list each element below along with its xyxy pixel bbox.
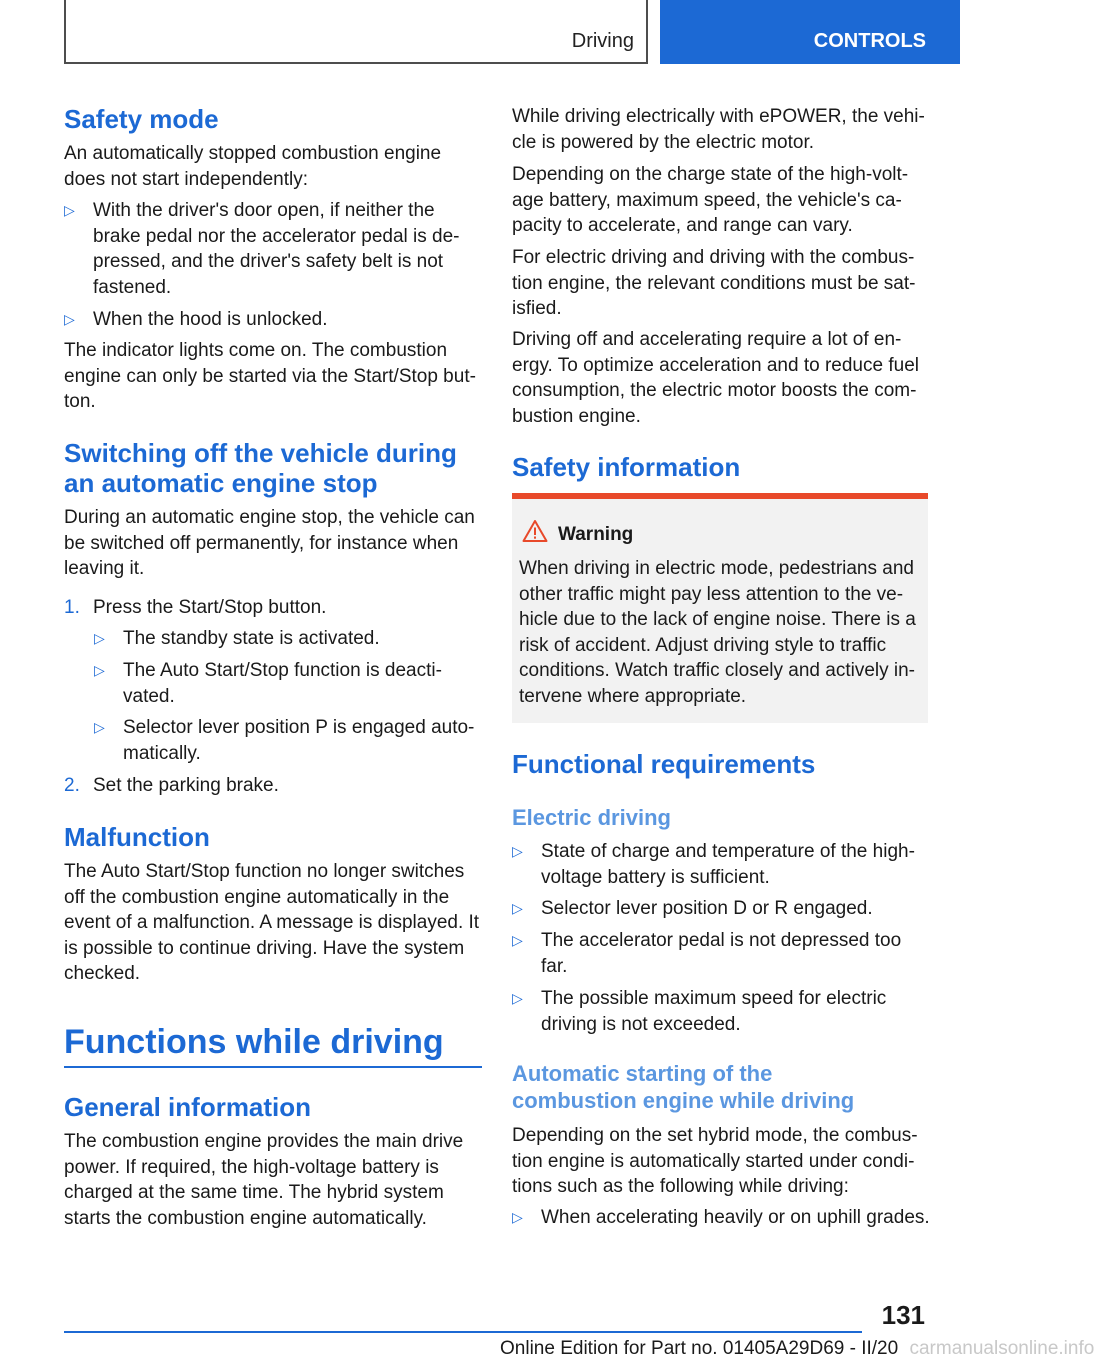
safety-mode-intro (64, 141, 482, 192)
warning-triangle-icon (522, 519, 548, 543)
bullet-triangle-icon: ▷ (512, 990, 523, 1006)
step-number: 2. (64, 775, 80, 796)
heading-automatic-starting (512, 1060, 854, 1114)
edition-text: Online Edition for Part no. 01405A29D69 - II/20 (500, 1338, 899, 1359)
heading-safety-information: Safety information (512, 452, 741, 482)
text-line: event of a malfunction. A message is displayed. It (64, 912, 480, 933)
warning-box (512, 493, 928, 723)
heading-line: Automatic starting of the (512, 1061, 773, 1086)
section-divider (64, 1066, 482, 1068)
paragraph (512, 245, 928, 322)
text-line: With the driver's door open, if neither the (93, 200, 435, 221)
text-line: far. (541, 955, 568, 977)
text-line: power. If required, the high-voltage battery is (64, 1156, 439, 1178)
safety-mode-after (64, 338, 482, 415)
text-line: conditions. Watch traffic closely and actively in- (519, 660, 916, 681)
text-line: Selector lever position D or R engaged. (541, 898, 873, 919)
text-line: checked. (64, 963, 141, 984)
heading-functional-requirements: Functional requirements (512, 749, 816, 779)
switching-off-intro (64, 505, 482, 582)
text-line: Set the parking brake. (93, 775, 279, 796)
text-line: ton. (64, 391, 96, 412)
bullet-triangle-icon: ▷ (512, 843, 523, 859)
text-line: engine can only be started via the Start/Stop but- (64, 365, 476, 387)
text-line: When driving in electric mode, pedestrians and (519, 558, 914, 579)
text-line: consumption, the electric motor boosts the com- (512, 380, 917, 401)
text-line: pacity to accelerate, and range can vary. (512, 215, 853, 236)
text-line: starts the combustion engine automatically. (64, 1207, 427, 1229)
header-chapter-label: CONTROLS (813, 30, 926, 52)
heading-line: Switching off the vehicle during (64, 438, 457, 468)
text-line: The Auto Start/Stop function no longer switches (64, 861, 465, 882)
text-line: matically. (123, 742, 201, 764)
bullet-triangle-icon: ▷ (64, 311, 75, 327)
text-line: tions such as the following while driving: (512, 1176, 849, 1197)
text-line: hicle due to the lack of engine noise. There is a (519, 609, 916, 630)
text-line: When the hood is unlocked. (93, 309, 328, 330)
text-line: driving is not exceeded. (541, 1013, 741, 1035)
text-line: When accelerating heavily or on uphill grades. (541, 1207, 930, 1228)
footer-divider (64, 1331, 862, 1333)
footer-edition (500, 1338, 1094, 1360)
bullet-triangle-icon: ▷ (64, 202, 75, 218)
list-item (512, 986, 928, 1037)
text-line: Selector lever position P is engaged auto- (123, 717, 475, 738)
list-item (94, 715, 511, 766)
text-line: The standby state is activated. (123, 628, 380, 649)
malfunction-text (64, 859, 482, 987)
heading-functions-while-driving: Functions while driving (64, 1023, 444, 1061)
text-line: Depending on the charge state of the high-volt- (512, 164, 909, 185)
text-line: While driving electrically with ePOWER, the vehi- (512, 106, 925, 127)
bullet-triangle-icon: ▷ (512, 900, 523, 916)
text-line: Depending on the set hybrid mode, the combus- (512, 1125, 918, 1146)
text-line: The indicator lights come on. The combustion (64, 340, 448, 361)
paragraph (512, 104, 928, 155)
list-item (64, 307, 482, 333)
text-line: The Auto Start/Stop function is deacti- (123, 660, 442, 681)
text-line: bustion engine. (512, 405, 641, 427)
text-line: risk of accident. Adjust driving style to traffic (519, 634, 887, 656)
text-line: leaving it. (64, 558, 145, 579)
heading-safety-mode: Safety mode (64, 104, 219, 134)
bullet-triangle-icon: ▷ (512, 1209, 523, 1225)
page-number: 131 (881, 1300, 925, 1330)
bullet-triangle-icon: ▷ (512, 932, 523, 948)
text-line: age battery, maximum speed, the vehicle's ca- (512, 189, 902, 211)
text-line: cle is powered by the electric motor. (512, 131, 815, 153)
bullet-triangle-icon: ▷ (94, 662, 105, 678)
text-line: Driving off and accelerating require a lot of en- (512, 329, 902, 350)
header-chapter-tab (660, 0, 960, 64)
list-item (512, 1205, 928, 1231)
text-line: Press the Start/Stop button. (93, 597, 327, 618)
automatic-starting-text (512, 1123, 928, 1200)
text-line: The combustion engine provides the main drive (64, 1131, 464, 1152)
text-line: charged at the same time. The hybrid system (64, 1182, 444, 1203)
paragraph (512, 162, 928, 239)
heading-line: an automatic engine stop (64, 468, 378, 498)
text-line: During an automatic engine stop, the vehicle can (64, 507, 475, 528)
warning-label: Warning (558, 524, 634, 545)
text-line: vated. (123, 685, 175, 707)
text-line: be switched off permanently, for instance when (64, 532, 459, 554)
text-line: tervene where appropriate. (519, 685, 747, 707)
text-line: other traffic might pay less attention to the ve- (519, 583, 904, 605)
heading-electric-driving: Electric driving (512, 805, 671, 830)
text-line: tion engine, the relevant conditions must be sat- (512, 272, 916, 294)
list-item (512, 896, 928, 922)
header-section-title: Driving (571, 30, 634, 52)
bullet-triangle-icon: ▷ (94, 630, 105, 646)
list-item (512, 839, 928, 890)
text-line: ergy. To optimize acceleration and to reduce fuel (512, 354, 919, 376)
text-line: is possible to continue driving. Have the system (64, 937, 465, 959)
list-item (64, 198, 482, 300)
list-item (94, 658, 511, 709)
step-number: 1. (64, 597, 80, 618)
text-line: State of charge and temperature of the high- (541, 841, 915, 862)
bullet-triangle-icon: ▷ (94, 719, 105, 735)
text-line: An automatically stopped combustion engine (64, 143, 442, 164)
text-line: tion engine is automatically started under condi- (512, 1150, 915, 1172)
text-line: does not start independently: (64, 168, 309, 190)
text-line: The accelerator pedal is not depressed too (541, 930, 902, 951)
watermark-text: carmanualsonline.info (909, 1338, 1094, 1359)
heading-line: combustion engine while driving (512, 1088, 855, 1113)
general-information-text (64, 1129, 482, 1231)
header-frame (64, 0, 648, 64)
warning-text (519, 556, 923, 709)
list-item (512, 928, 928, 979)
text-line: isfied. (512, 298, 562, 319)
text-line: fastened. (93, 276, 172, 298)
list-item (94, 626, 511, 652)
numbered-item (64, 595, 482, 621)
heading-switching-off (64, 438, 457, 498)
paragraph (512, 327, 928, 429)
text-line: pressed, and the driver's safety belt is not (93, 251, 444, 272)
text-line: brake pedal nor the accelerator pedal is de- (93, 225, 460, 247)
numbered-item (64, 773, 482, 799)
text-line: For electric driving and driving with the combus- (512, 247, 915, 268)
heading-general-information: General information (64, 1092, 312, 1122)
text-line: The possible maximum speed for electric (541, 988, 887, 1009)
text-line: voltage battery is sufficient. (541, 866, 770, 888)
heading-malfunction: Malfunction (64, 822, 210, 852)
text-line: off the combustion engine automatically in the (64, 886, 450, 908)
